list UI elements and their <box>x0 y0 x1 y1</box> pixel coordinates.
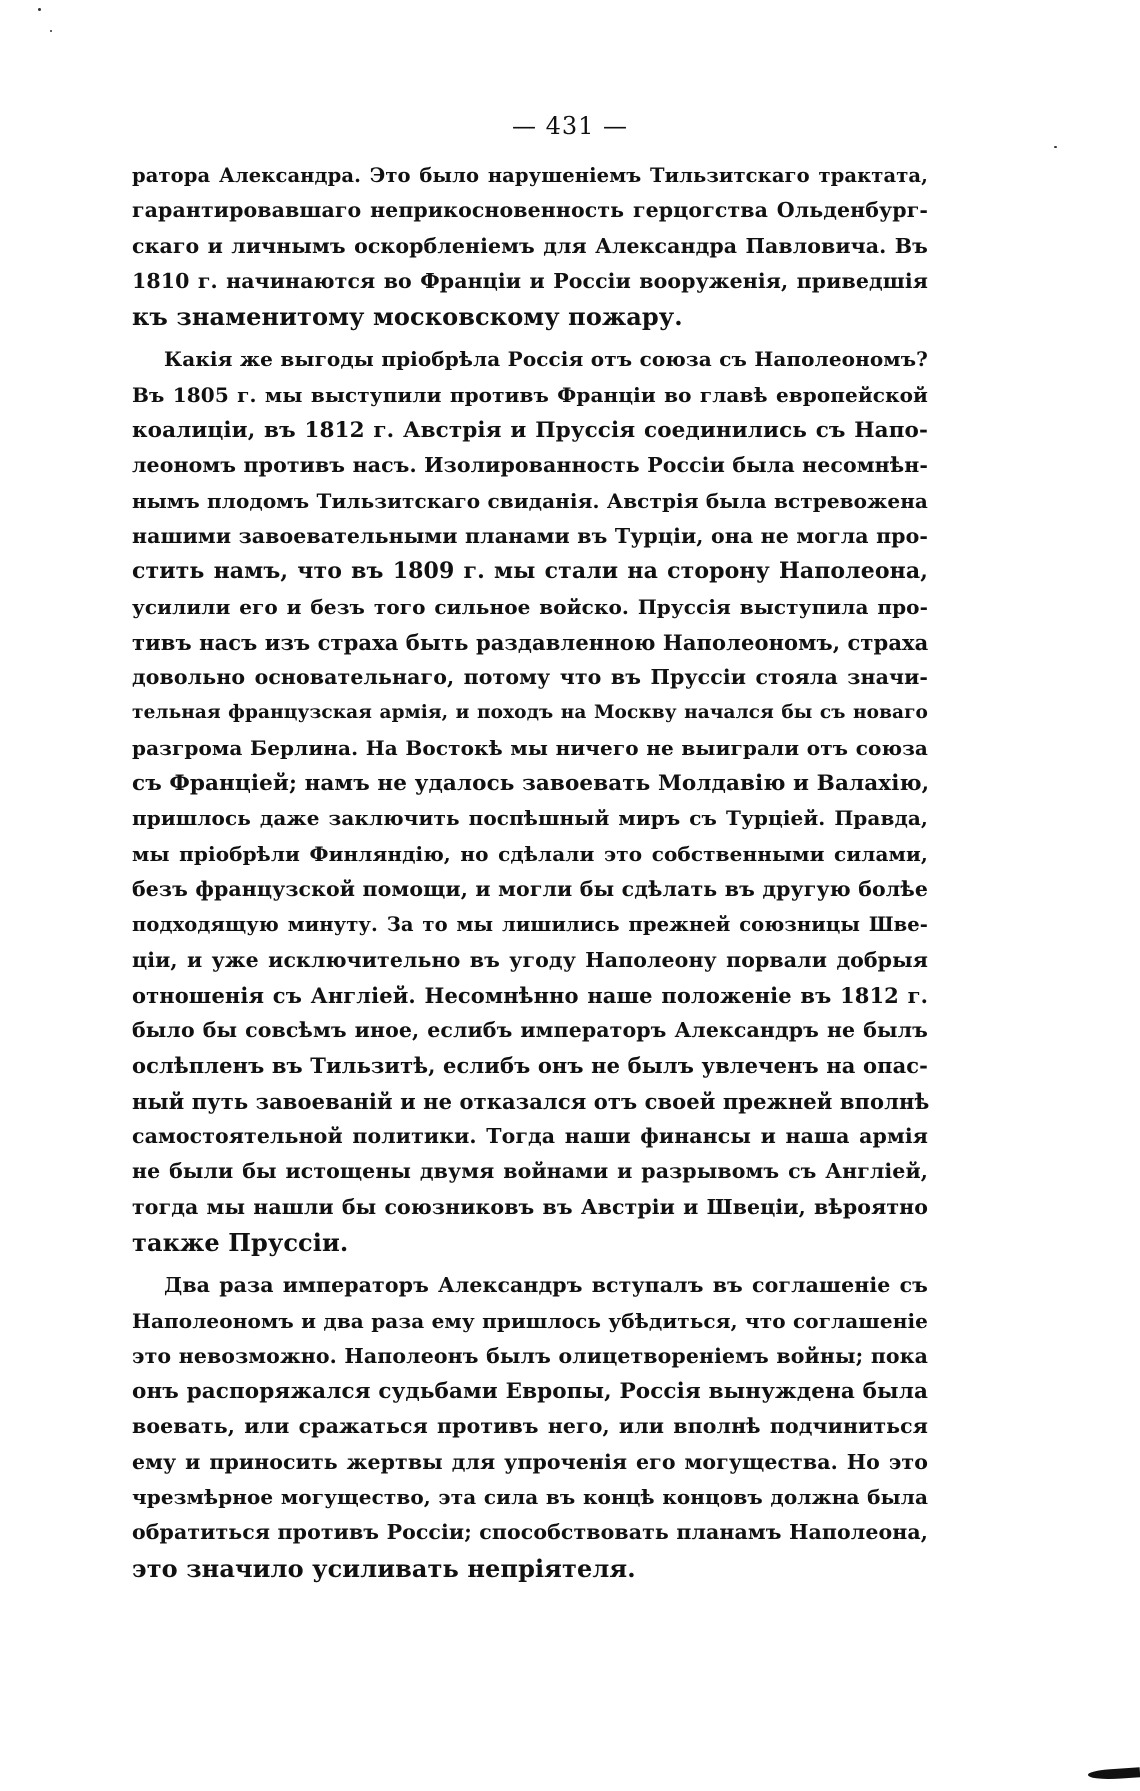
text-line: стить намъ, что въ 1809 г. мы стали на сторону Наполеона, <box>132 558 928 585</box>
text-line: подходящую минуту. За то мы лишились прежней союзницы Шве- <box>132 913 928 937</box>
text-line: онъ распоряжался судьбами Европы, Россія вынуждена была <box>132 1379 928 1405</box>
text-line: леономъ противъ насъ. Изолированность Россіи была несомнѣн- <box>132 453 928 478</box>
text-line: 1810 г. начинаются во Франціи и Россіи вооруженія, приведшія <box>132 268 928 293</box>
text-line: усилили его и безъ того сильное войско. Пруссія выступила про- <box>132 594 928 619</box>
paragraph <box>132 342 928 1260</box>
text-line: это невозможно. Наполеонъ былъ олицетвореніемъ войны; пока <box>132 1343 928 1368</box>
paragraph-gap <box>132 1260 928 1268</box>
text-line: довольно основательнаго, потому что въ Пруссіи стояла значи- <box>132 665 928 690</box>
text-line: было бы совсѣмъ иное, еслибъ императоръ Александръ не былъ <box>132 1018 928 1043</box>
text-line: ратора Александра. Это было нарушеніемъ Тильзитскаго трактата, <box>132 164 928 187</box>
body-text <box>132 158 928 1586</box>
text-line: Наполеономъ и два раза ему пришлось убѣдиться, что соглашеніе <box>132 1308 928 1333</box>
scan-smudge <box>1088 1767 1140 1781</box>
text-line: ослѣпленъ въ Тильзитѣ, еслибъ онъ не былъ увлеченъ на опас- <box>132 1053 928 1079</box>
text-line: тивъ насъ изъ страха быть раздавленною Наполеономъ, страха <box>132 629 929 655</box>
text-line: тогда мы нашли бы союзниковъ въ Австріи и Швеціи, вѣроятно <box>132 1194 928 1219</box>
text-line: самостоятельной политики. Тогда наши финансы и наша армія <box>132 1124 928 1149</box>
text-line: это значило усиливать непріятеля. <box>132 1553 636 1583</box>
text-line: нашими завоевательными планами въ Турціи, она не могла про- <box>132 523 928 548</box>
text-line: коалиціи, въ 1812 г. Австрія и Пруссія соединились съ Напо- <box>132 418 928 444</box>
text-line: скаго и личнымъ оскорбленіемъ для Александра Павловича. Въ <box>132 233 928 258</box>
text-line: ему и приносить жертвы для упроченія его могущества. Но это <box>132 1449 928 1474</box>
text-line: Два раза императоръ Александръ вступалъ въ соглашеніе съ <box>164 1273 928 1298</box>
scan-speck <box>1054 146 1057 148</box>
paragraph <box>132 1268 928 1586</box>
text-line: гарантировавшаго неприкосновенность герцогства Ольденбург- <box>132 198 928 223</box>
text-line: нымъ плодомъ Тильзитскаго свиданія. Австрія была встревожена <box>132 488 928 513</box>
text-line: тельная французская армія, и походъ на Москву начался бы съ новаго <box>132 702 928 724</box>
text-line: ный путь завоеваній и не отказался отъ своей прежней вполнѣ <box>132 1088 930 1114</box>
text-line: также Пруссіи. <box>132 1227 349 1257</box>
scan-speck <box>38 8 41 11</box>
page-number: — 431 — <box>511 112 629 140</box>
paragraph <box>132 158 928 334</box>
scan-speck <box>50 30 52 32</box>
text-line: съ Франціей; намъ не удалось завоевать Молдавію и Валахію, <box>132 771 930 797</box>
paragraph-gap <box>132 334 928 342</box>
text-line: обратиться противъ Россіи; способствовать планамъ Наполеона, <box>132 1520 928 1545</box>
text-line: пришлось даже заключить поспѣшный миръ съ Турціей. Правда, <box>132 806 928 831</box>
text-line: ціи, и уже исключительно въ угоду Наполеону порвали добрыя <box>132 947 928 972</box>
text-line: къ знаменитому московскому пожару. <box>132 302 683 332</box>
text-line: разгрома Берлина. На Востокѣ мы ничего не выиграли отъ союза <box>132 735 928 760</box>
text-line: Въ 1805 г. мы выступили противъ Франціи во главѣ европейской <box>132 382 928 407</box>
text-line: отношенія съ Англіей. Несомнѣнно наше положеніе въ 1812 г. <box>132 982 928 1008</box>
text-line: Какія же выгоды пріобрѣла Россія отъ союза съ Наполеономъ? <box>164 347 928 372</box>
text-line: мы пріобрѣли Финляндію, но сдѣлали это собственными силами, <box>132 841 928 866</box>
text-line: чрезмѣрное могущество, эта сила въ концѣ концовъ должна была <box>132 1484 928 1509</box>
text-line: безъ французской помощи, и могли бы сдѣлать въ другую болѣе <box>132 876 928 901</box>
text-line: воевать, или сражаться противъ него, или вполнѣ подчиниться <box>132 1414 928 1439</box>
text-line: не были бы истощены двумя войнами и разрывомъ съ Англіей, <box>132 1159 928 1184</box>
